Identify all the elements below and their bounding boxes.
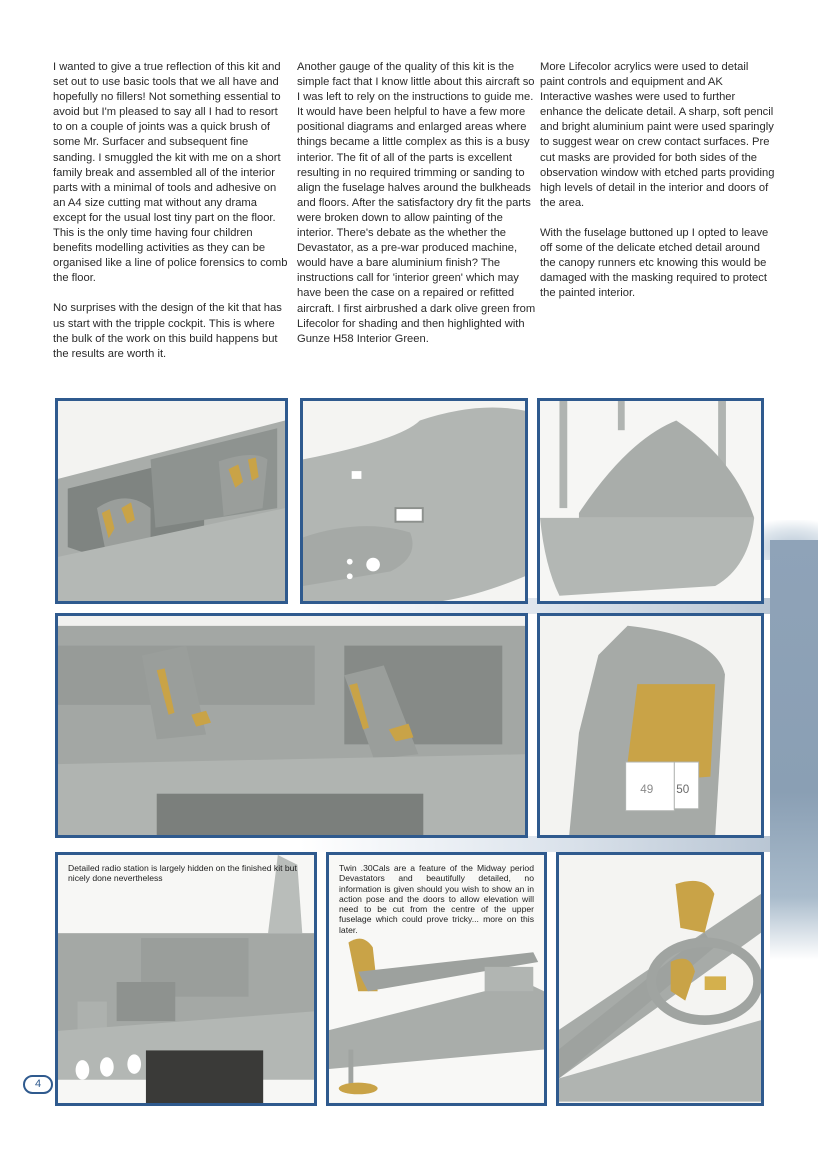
photo-observation-window — [537, 613, 764, 838]
tail-rudder-image — [540, 401, 761, 602]
mask-label-49: 49 — [640, 783, 654, 797]
article-column-2 — [297, 60, 537, 362]
paragraph: More Lifecolor acrylics were used to detail paint controls and equipment and AK Interactive washes were used to further enhance the delicate detail. A sharp, soft pencil and bright aluminium paint were used sparingly to suggest wear on crew contact surfaces. Pre cut masks are provided for both sides of the observation window with etched parts providing high levels of detail in the interior and doors of the area. — [540, 61, 775, 209]
article-column-1 — [53, 60, 288, 377]
cockpit-seats-image — [58, 401, 285, 602]
mask-label-50: 50 — [676, 783, 690, 797]
photo-tail-rudder — [537, 398, 764, 604]
photo-cockpit-seats — [55, 398, 288, 604]
photo-radio-station — [55, 852, 317, 1106]
decor-sidebar — [770, 540, 818, 960]
page-number: 4 — [23, 1075, 53, 1094]
paragraph: No surprises with the design of the kit that has us start with the tripple cockpit. This is where the bulk of the work on this build happens but the results are worth it. — [53, 302, 282, 360]
observation-window-image — [540, 616, 761, 835]
gun-mount-image — [559, 855, 761, 1102]
decor-band — [300, 836, 770, 852]
photo-caption-radio: Detailed radio station is largely hidden on the finished kit but nicely done nevertheless — [68, 863, 297, 884]
photo-caption-guns: Twin .30Cals are a feature of the Midway period Devastators and beautifully detailed, no information is given should you wish to show an in action pose and the doors to allow elevation will need to be cut from the centre of the upper fuselage which could prove tricky... more on this later. — [339, 863, 534, 935]
photo-fuselage-side — [300, 398, 528, 604]
fuselage-side-image — [303, 401, 525, 602]
full-interior-image — [58, 616, 525, 838]
photo-full-interior — [55, 613, 528, 838]
paragraph: Another gauge of the quality of this kit is the simple fact that I know little about this aircraft so I was left to rely on the instructions to guide me. It would have been helpful to have a few more positional diagrams and enlarged areas where things became a little complex as this is a busy interior. The fit of all of the parts is excellent resulting in no required trimming or sanding to align the fuselage halves around the bulkheads and floors. After the satisfactory dry fit the parts were broken down to allow painting of the interior. There's debate as the whether the Devastator, as a pre-war produced machine, would have a bare aluminium finish? The instructions call for 'interior green' which may have been the case on a repaired or refitted aircraft. I first airbrushed a dark olive green from Lifecolor for shading and then highlighted with Gunze H58 Interior Green. — [297, 61, 536, 345]
paragraph: With the fuselage buttoned up I opted to leave off some of the delicate etched detail around the canopy runners etc knowing this would be damaged with the masking required to protect the painted interior. — [540, 226, 769, 300]
radio-station-image — [58, 855, 314, 1103]
paragraph: I wanted to give a true reflection of this kit and set out to use basic tools that we all have and hopefully no fillers! Not something essential to avoid but I'm pleased to say all I had to resort to on a couple of joints was a quick brush of some Mr. Surfacer and subsequent fine sanding. I smuggled the kit with me on a short family break and assembled all of the interior parts with a minimal of tools and adhesive on an A4 size cutting mat without any drama except for the usual lost tiny part on the floor. This is the only time having four children benefits modelling activities as they can be organised like a line of police forensics to comb the floor. — [53, 61, 288, 285]
photo-twin-guns — [326, 852, 547, 1106]
photo-gun-mount — [556, 852, 764, 1106]
article-column-3 — [540, 60, 775, 316]
